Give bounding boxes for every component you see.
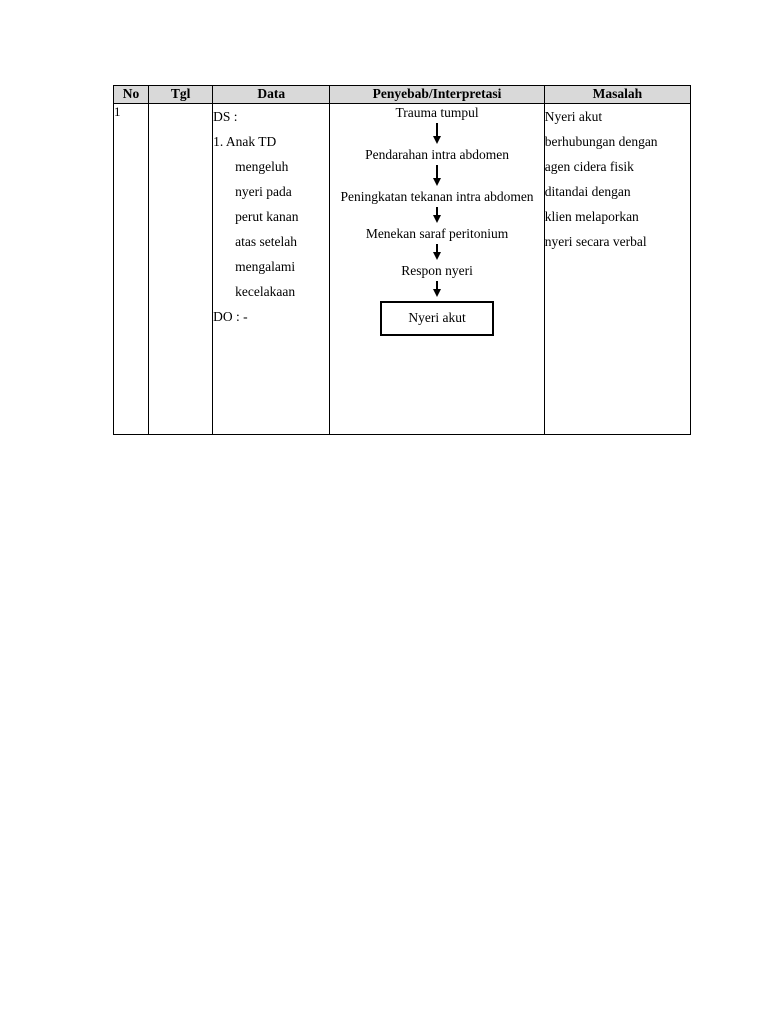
cell-data	[213, 103, 330, 434]
cell-masalah	[544, 103, 690, 434]
cell-tgl	[149, 103, 213, 434]
table-header	[114, 86, 691, 104]
masalah-line-3: agen cidera fisik	[544, 158, 634, 174]
flow-step-5: Respon nyeri	[401, 262, 473, 278]
column-header-tgl: Tgl	[149, 86, 213, 104]
arrow-down-icon	[432, 207, 442, 224]
column-header-no: No	[114, 86, 149, 104]
table-row	[114, 103, 691, 434]
analysis-table	[113, 85, 691, 435]
arrow-down-icon	[432, 123, 442, 145]
data-line-1: 1. Anak TD	[213, 133, 277, 149]
data-line-ds-label: DS :	[213, 108, 238, 124]
data-line-3: nyeri pada	[235, 183, 292, 199]
column-header-penyebab: Penyebab/Interpretasi	[330, 86, 544, 104]
flow-step-2: Pendarahan intra abdomen	[365, 146, 510, 162]
cell-no: 1	[114, 103, 149, 434]
column-header-masalah: Masalah	[544, 86, 690, 104]
data-line-do-label: DO : -	[213, 308, 248, 324]
data-line-2: mengeluh	[235, 158, 289, 174]
table-header-row	[114, 86, 691, 104]
cell-penyebab-flowchart	[330, 103, 544, 434]
arrow-down-icon	[432, 281, 442, 298]
flow-step-3: Peningkatan tekanan intra abdomen	[340, 188, 534, 204]
flow-step-1: Trauma tumpul	[395, 104, 479, 120]
masalah-line-5: klien melaporkan	[544, 208, 639, 224]
data-line-5: atas setelah	[235, 233, 298, 249]
table-body	[114, 103, 691, 434]
masalah-line-6: nyeri secara verbal	[544, 233, 647, 249]
data-line-4: perut kanan	[235, 208, 299, 224]
column-header-data: Data	[213, 86, 330, 104]
masalah-line-4: ditandai dengan	[544, 183, 631, 199]
arrow-down-icon	[432, 244, 442, 261]
data-line-7: kecelakaan	[235, 283, 296, 299]
masalah-line-2: berhubungan dengan	[544, 133, 658, 149]
masalah-line-1: Nyeri akut	[544, 108, 603, 124]
flow-step-6-boxed: Nyeri akut	[380, 301, 493, 336]
arrow-down-icon	[432, 165, 442, 187]
analysis-table-container	[113, 85, 691, 435]
flow-step-4: Menekan saraf peritonium	[365, 225, 509, 241]
data-line-6: mengalami	[235, 258, 296, 274]
